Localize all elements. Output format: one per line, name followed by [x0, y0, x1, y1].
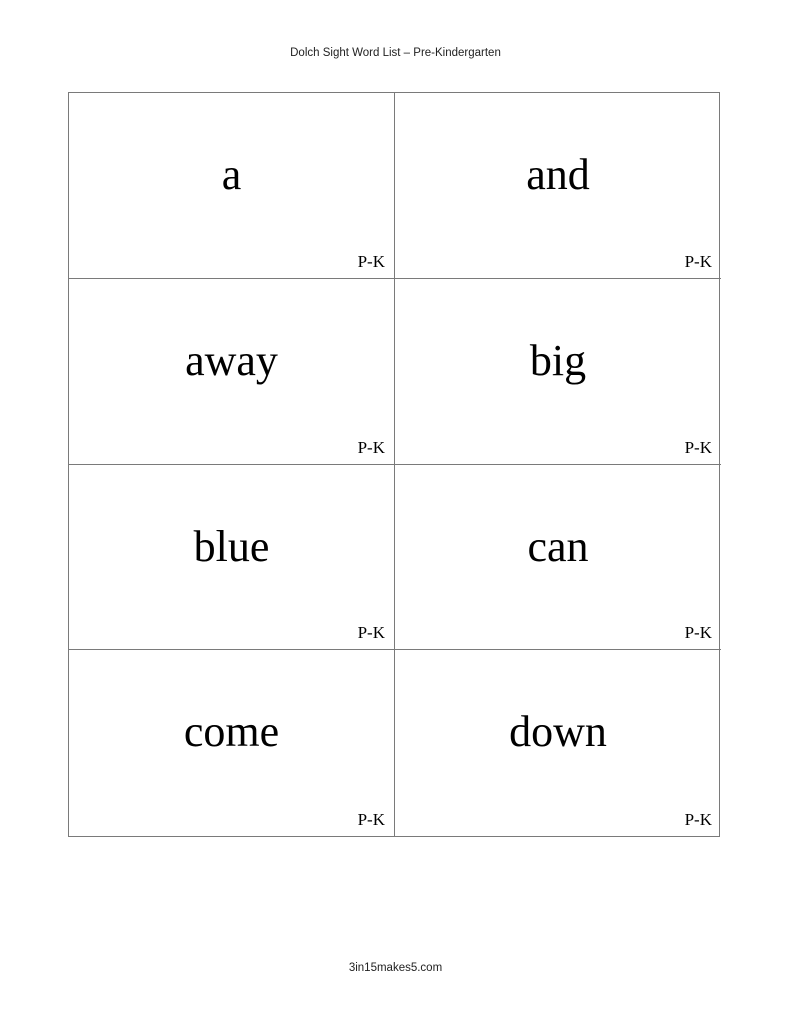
flashcard-level: P-K — [357, 437, 385, 457]
page-title: Dolch Sight Word List – Pre-Kindergarten — [290, 47, 501, 59]
flashcard — [69, 93, 395, 279]
flashcard-level: P-K — [357, 623, 385, 643]
flashcard-level: P-K — [684, 251, 712, 271]
flashcard-word: can — [527, 521, 589, 571]
flashcard — [69, 650, 395, 836]
flashcard-word: blue — [193, 521, 270, 571]
flashcard-level: P-K — [357, 251, 385, 271]
flashcard — [395, 650, 721, 836]
flashcard-word: big — [529, 335, 587, 385]
flashcard — [69, 465, 395, 651]
footer-site: 3in15makes5.com — [348, 962, 443, 974]
flashcard — [69, 279, 395, 465]
flashcard — [395, 465, 721, 651]
flashcard — [395, 279, 721, 465]
flashcard-word: come — [183, 707, 280, 757]
flashcard — [395, 93, 721, 279]
flashcard-word: and — [526, 150, 590, 199]
flashcard-level: P-K — [357, 810, 385, 829]
flashcard-level: P-K — [684, 437, 712, 457]
flashcard-grid — [68, 92, 720, 837]
flashcard-word: a — [221, 150, 242, 199]
flashcard-level: P-K — [684, 810, 712, 829]
flashcard-word: down — [509, 707, 607, 757]
flashcard-word: away — [185, 335, 278, 385]
flashcard-level: P-K — [684, 623, 712, 643]
